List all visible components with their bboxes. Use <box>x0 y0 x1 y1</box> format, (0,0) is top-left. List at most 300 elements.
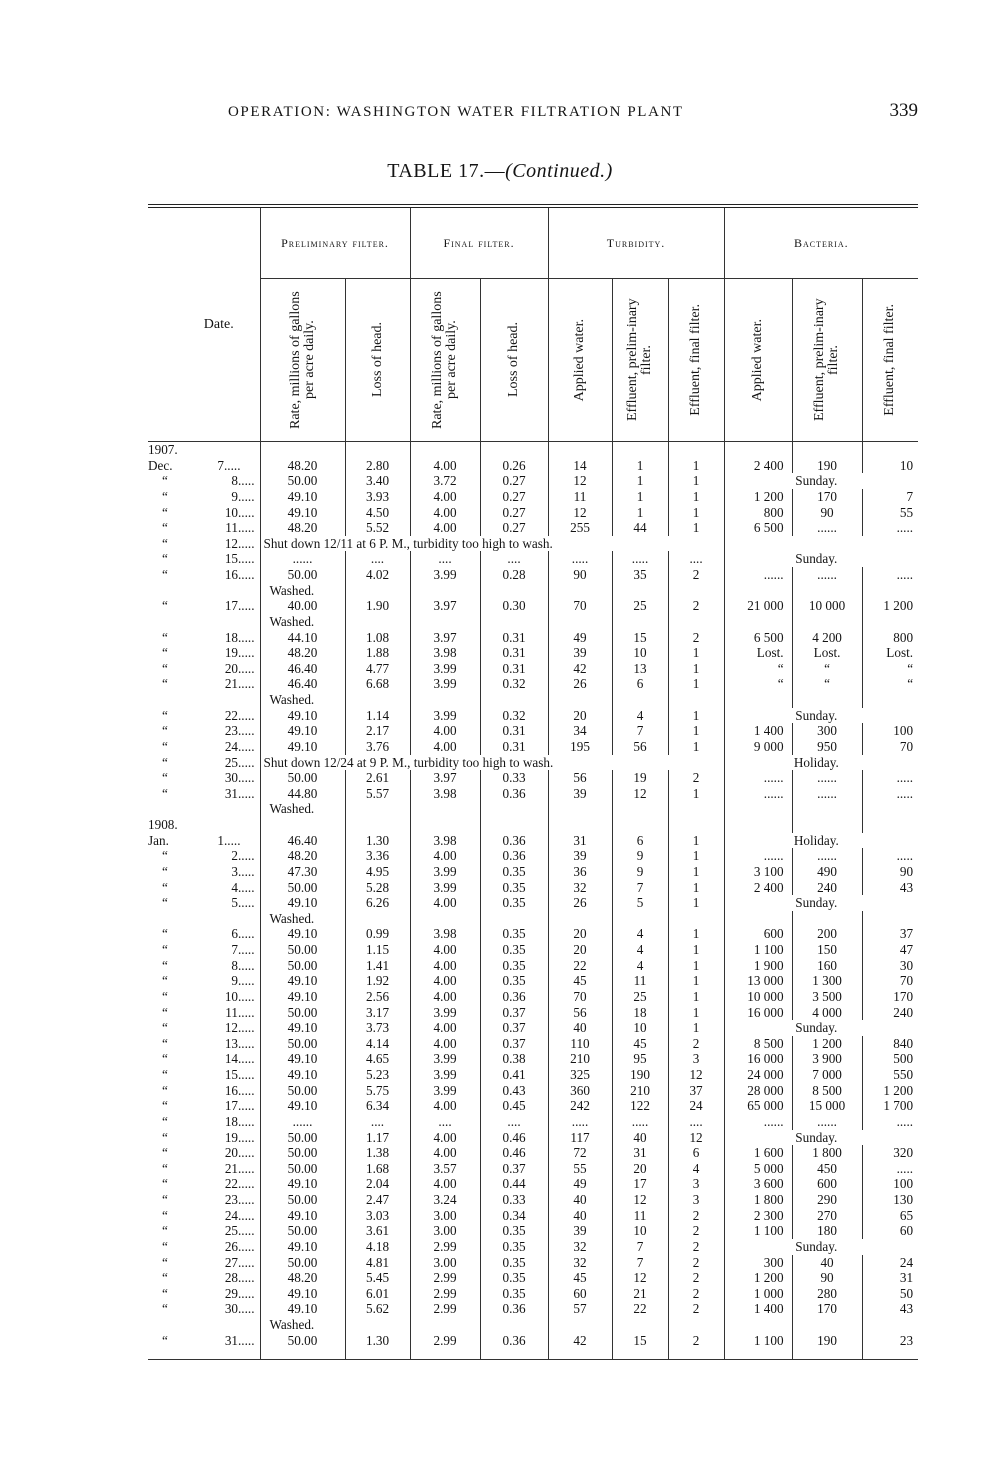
bacteria-cell: 31 <box>862 1270 918 1286</box>
bacteria-cell: 8 500 <box>792 1083 862 1099</box>
day-label: 27 <box>224 1254 238 1270</box>
day-label: 11 <box>225 520 238 536</box>
table-row <box>148 1301 918 1317</box>
table-row <box>148 520 918 536</box>
empty-cell <box>792 911 862 927</box>
date-cell <box>148 630 260 646</box>
date-cell <box>148 708 260 724</box>
empty-cell <box>862 536 918 552</box>
value-cell: .... <box>480 1114 548 1130</box>
washed-note: Washed. <box>260 801 345 817</box>
value-cell: 1.15 <box>345 942 410 958</box>
bacteria-cell: 840 <box>862 1036 918 1052</box>
value-cell: 4 <box>612 958 668 974</box>
day-label: 12 <box>224 535 238 551</box>
empty-cell <box>410 442 480 458</box>
empty-cell <box>345 692 410 708</box>
value-cell: 4 <box>612 942 668 958</box>
bacteria-cell: “ <box>862 676 918 692</box>
bacteria-cell: 3 900 <box>792 1051 862 1067</box>
bacteria-cell: 40 <box>792 1255 862 1271</box>
leader-dots: ..... <box>238 770 255 786</box>
value-cell: 49.10 <box>260 989 345 1005</box>
date-cell <box>148 739 260 755</box>
bacteria-cell: 37 <box>862 926 918 942</box>
column-header <box>410 279 480 442</box>
value-cell: 49.10 <box>260 505 345 521</box>
table-row <box>148 567 918 583</box>
value-cell: 4.00 <box>410 458 480 474</box>
bacteria-cell: 240 <box>792 880 862 896</box>
bacteria-cell: 1 800 <box>724 1192 792 1208</box>
value-cell: 20 <box>548 708 612 724</box>
table-row <box>148 1208 918 1224</box>
value-cell: 7 <box>612 723 668 739</box>
date-cell <box>148 1192 260 1208</box>
day-label: 23 <box>224 723 238 739</box>
day-label: 28 <box>224 1270 238 1286</box>
value-cell: 5.62 <box>345 1301 410 1317</box>
column-header-label: Effluent, prelim-inary filter. <box>812 298 842 422</box>
bacteria-cell: 800 <box>862 630 918 646</box>
value-cell: 4.14 <box>345 1036 410 1052</box>
value-cell: 12 <box>548 505 612 521</box>
value-cell: 50.00 <box>260 1036 345 1052</box>
table-row <box>148 1005 918 1021</box>
date-cell <box>148 864 260 880</box>
table-row <box>148 739 918 755</box>
value-cell: 0.37 <box>480 1005 548 1021</box>
date-cell <box>148 926 260 942</box>
bacteria-cell: ...... <box>724 770 792 786</box>
value-cell: 3.57 <box>410 1161 480 1177</box>
bacteria-cell: 24 <box>862 1255 918 1271</box>
value-cell: 49.10 <box>260 489 345 505</box>
bacteria-note: Sunday. <box>724 473 918 489</box>
day-label: 12 <box>224 1020 238 1036</box>
month-label: “ <box>162 942 168 957</box>
value-cell: 0.36 <box>480 1333 548 1360</box>
year-label: 1907. <box>148 442 178 457</box>
value-cell: 12 <box>612 1192 668 1208</box>
value-cell: 2.99 <box>410 1239 480 1255</box>
washed-note: Washed. <box>260 583 345 599</box>
bacteria-cell: 1 400 <box>724 1301 792 1317</box>
value-cell: 0.32 <box>480 708 548 724</box>
bacteria-cell: ...... <box>792 567 862 583</box>
date-cell <box>148 770 260 786</box>
value-cell: .... <box>668 1114 724 1130</box>
month-label: “ <box>162 1098 168 1114</box>
table-row <box>148 833 918 849</box>
table-row <box>148 551 918 567</box>
table-row <box>148 692 918 708</box>
month-label: “ <box>162 1270 168 1286</box>
value-cell: 1.92 <box>345 973 410 989</box>
value-cell: 0.35 <box>480 1270 548 1286</box>
value-cell: ..... <box>548 1114 612 1130</box>
table-row <box>148 1083 918 1099</box>
bacteria-cell: 1 200 <box>862 598 918 614</box>
leader-dots: ..... <box>238 676 255 692</box>
value-cell: 0.35 <box>480 1223 548 1239</box>
value-cell: 1.14 <box>345 708 410 724</box>
day-label: 24 <box>224 1207 238 1223</box>
value-cell: 47.30 <box>260 864 345 880</box>
value-cell: 4.00 <box>410 489 480 505</box>
bacteria-cell: ...... <box>792 520 862 536</box>
leader-dots: ..... <box>238 957 255 973</box>
day-label: 4 <box>231 879 238 895</box>
table-row <box>148 911 918 927</box>
value-cell: 70 <box>548 598 612 614</box>
month-label: “ <box>162 1176 168 1192</box>
value-cell: 4 <box>668 1161 724 1177</box>
value-cell: 0.34 <box>480 1208 548 1224</box>
empty-cell <box>724 911 792 927</box>
value-cell: 2 <box>668 567 724 583</box>
empty-cell <box>410 911 480 927</box>
month-label: Jan. <box>148 832 169 848</box>
value-cell: 1.38 <box>345 1145 410 1161</box>
empty-cell <box>668 614 724 630</box>
value-cell: 195 <box>548 739 612 755</box>
bacteria-cell: 55 <box>862 505 918 521</box>
value-cell: 5.57 <box>345 786 410 802</box>
running-header <box>228 100 918 121</box>
value-cell: 1 <box>668 973 724 989</box>
month-label: “ <box>162 785 168 801</box>
table-row <box>148 1161 918 1177</box>
running-title: OPERATION: WASHINGTON WATER FILTRATION PLANT <box>228 104 684 120</box>
value-cell: 49.10 <box>260 1098 345 1114</box>
bacteria-cell: 9 000 <box>724 739 792 755</box>
empty-cell <box>480 692 548 708</box>
value-cell: 0.99 <box>345 926 410 942</box>
value-cell: 0.33 <box>480 770 548 786</box>
value-cell: 117 <box>548 1130 612 1146</box>
month-label: “ <box>162 1020 168 1036</box>
month-label: “ <box>162 645 168 661</box>
value-cell: .... <box>410 551 480 567</box>
leader-dots: ..... <box>238 660 255 676</box>
value-cell: 49.10 <box>260 1067 345 1083</box>
value-cell: 3.99 <box>410 708 480 724</box>
date-cell <box>148 536 260 552</box>
bacteria-cell: 30 <box>862 958 918 974</box>
day-label: 17 <box>224 1098 238 1114</box>
value-cell: 50.00 <box>260 1005 345 1021</box>
column-header-label: Effluent, final filter. <box>688 304 704 416</box>
bacteria-note: Sunday. <box>724 708 918 724</box>
leader-dots: ..... <box>238 863 255 879</box>
bacteria-cell: Lost. <box>862 645 918 661</box>
value-cell: 0.36 <box>480 989 548 1005</box>
day-label: 22 <box>224 707 238 723</box>
empty-cell <box>724 442 792 458</box>
value-cell: 6 <box>668 1145 724 1161</box>
table-row <box>148 942 918 958</box>
table-row <box>148 848 918 864</box>
value-cell: 55 <box>548 1161 612 1177</box>
date-cell <box>148 973 260 989</box>
bacteria-cell: “ <box>792 676 862 692</box>
leader-dots: ..... <box>238 738 255 754</box>
value-cell: 1.90 <box>345 598 410 614</box>
value-cell: 4.77 <box>345 661 410 677</box>
leader-dots: ..... <box>238 1238 255 1254</box>
value-cell: 2 <box>668 1223 724 1239</box>
bacteria-note: Holiday. <box>724 833 918 849</box>
table-row <box>148 676 918 692</box>
bacteria-cell: 10 <box>862 458 918 474</box>
leader-dots: ..... <box>238 1020 255 1036</box>
leader-dots: ..... <box>238 504 255 520</box>
empty-cell <box>260 817 345 833</box>
month-label: Dec. <box>148 457 173 473</box>
value-cell: 50.00 <box>260 1192 345 1208</box>
table-row <box>148 786 918 802</box>
value-cell: 0.35 <box>480 973 548 989</box>
value-cell: 3.98 <box>410 645 480 661</box>
value-cell: 50.00 <box>260 473 345 489</box>
value-cell: 0.44 <box>480 1176 548 1192</box>
empty-cell <box>862 801 918 817</box>
empty-cell <box>668 1317 724 1333</box>
value-cell: 4.00 <box>410 958 480 974</box>
day-label: 14 <box>224 1051 238 1067</box>
empty-cell <box>792 536 862 552</box>
bacteria-cell: ..... <box>862 520 918 536</box>
value-cell: 0.37 <box>480 1036 548 1052</box>
value-cell: 12 <box>668 1130 724 1146</box>
date-header: Date. <box>148 206 260 442</box>
washed-note: Washed. <box>260 614 345 630</box>
date-cell <box>148 1317 260 1333</box>
value-cell: 50.00 <box>260 1161 345 1177</box>
bacteria-cell: 6 500 <box>724 630 792 646</box>
bacteria-cell: 23 <box>862 1333 918 1360</box>
value-cell: 0.36 <box>480 786 548 802</box>
bacteria-cell: 8 500 <box>724 1036 792 1052</box>
value-cell: 7 <box>612 880 668 896</box>
bacteria-cell: 800 <box>724 505 792 521</box>
bacteria-cell: 3 600 <box>724 1176 792 1192</box>
empty-cell <box>612 614 668 630</box>
value-cell: 1.30 <box>345 833 410 849</box>
bacteria-cell: 1 300 <box>792 973 862 989</box>
value-cell: 1.30 <box>345 1333 410 1360</box>
date-cell <box>148 1083 260 1099</box>
table-row <box>148 598 918 614</box>
value-cell: 0.37 <box>480 1161 548 1177</box>
table-row <box>148 442 918 458</box>
empty-cell <box>480 801 548 817</box>
leader-dots: ..... <box>238 988 255 1004</box>
value-cell: 2 <box>668 630 724 646</box>
bacteria-cell: 90 <box>862 864 918 880</box>
date-cell <box>148 1130 260 1146</box>
day-label: 30 <box>224 770 238 786</box>
value-cell: 50.00 <box>260 1223 345 1239</box>
empty-cell <box>724 614 792 630</box>
day-label: 11 <box>225 1004 238 1020</box>
column-header-label: Rate, millions of gallons per acre daily. <box>430 291 460 429</box>
table-row <box>148 489 918 505</box>
empty-cell <box>612 817 668 833</box>
bacteria-cell: 170 <box>792 489 862 505</box>
column-header <box>792 279 862 442</box>
value-cell: 1 <box>668 739 724 755</box>
bacteria-note: Sunday. <box>724 895 918 911</box>
value-cell: 31 <box>612 1145 668 1161</box>
table-title <box>0 160 1000 183</box>
value-cell: 48.20 <box>260 645 345 661</box>
empty-cell <box>862 583 918 599</box>
table-row <box>148 614 918 630</box>
year-label: 1908. <box>148 817 178 832</box>
empty-cell <box>548 442 612 458</box>
value-cell: 255 <box>548 520 612 536</box>
date-cell <box>148 614 260 630</box>
table-row <box>148 1130 918 1146</box>
value-cell: 49.10 <box>260 926 345 942</box>
value-cell: 1 <box>668 926 724 942</box>
month-label: “ <box>162 848 168 864</box>
bacteria-cell: 2 300 <box>724 1208 792 1224</box>
value-cell: 12 <box>612 786 668 802</box>
day-label: 24 <box>224 738 238 754</box>
bacteria-cell: 500 <box>862 1051 918 1067</box>
month-label: “ <box>162 926 168 942</box>
value-cell: 56 <box>548 1005 612 1021</box>
value-cell: 1 <box>668 489 724 505</box>
value-cell: 4.65 <box>345 1051 410 1067</box>
value-cell: 26 <box>548 895 612 911</box>
leader-dots: ..... <box>238 567 255 582</box>
value-cell: 1 <box>668 989 724 1005</box>
value-cell: 39 <box>548 1223 612 1239</box>
date-cell <box>148 645 260 661</box>
value-cell: 0.31 <box>480 739 548 755</box>
value-cell: 0.30 <box>480 598 548 614</box>
value-cell: 0.35 <box>480 1239 548 1255</box>
value-cell: 1 <box>668 958 724 974</box>
empty-cell <box>862 1317 918 1333</box>
empty-cell <box>792 801 862 817</box>
empty-cell <box>724 817 792 833</box>
value-cell: 34 <box>548 723 612 739</box>
value-cell: 3.98 <box>410 786 480 802</box>
value-cell: 3.76 <box>345 739 410 755</box>
bacteria-cell: 65 <box>862 1208 918 1224</box>
bacteria-cell: ...... <box>792 786 862 802</box>
day-label: 5 <box>231 895 238 911</box>
value-cell: 4.18 <box>345 1239 410 1255</box>
value-cell: 48.20 <box>260 520 345 536</box>
empty-cell <box>862 817 918 833</box>
value-cell: 44.10 <box>260 630 345 646</box>
value-cell: 21 <box>612 1286 668 1302</box>
value-cell: .... <box>668 551 724 567</box>
leader-dots: ..... <box>238 551 255 567</box>
value-cell: 2 <box>668 1239 724 1255</box>
value-cell: 4 <box>612 926 668 942</box>
day-label: 19 <box>224 1129 238 1145</box>
table-row <box>148 630 918 646</box>
empty-cell <box>345 817 410 833</box>
value-cell: 6.26 <box>345 895 410 911</box>
day-label: 15 <box>224 1067 238 1082</box>
empty-cell <box>345 1317 410 1333</box>
bacteria-cell: 7 000 <box>792 1067 862 1083</box>
value-cell: 6.01 <box>345 1286 410 1302</box>
value-cell: 1 <box>668 645 724 661</box>
value-cell: 0.46 <box>480 1145 548 1161</box>
date-cell <box>148 911 260 927</box>
column-header <box>612 279 668 442</box>
leader-dots: ..... <box>238 973 255 989</box>
date-cell <box>148 520 260 536</box>
value-cell: 15 <box>612 630 668 646</box>
value-cell: 1 <box>668 942 724 958</box>
empty-cell <box>548 911 612 927</box>
day-label: 7 <box>231 942 238 957</box>
date-cell <box>148 895 260 911</box>
bacteria-cell: ..... <box>862 848 918 864</box>
value-cell: 0.27 <box>480 505 548 521</box>
value-cell: 2 <box>668 1208 724 1224</box>
bacteria-cell: 240 <box>862 1005 918 1021</box>
value-cell: 3.99 <box>410 1083 480 1099</box>
value-cell: 4.00 <box>410 1176 480 1192</box>
month-label: “ <box>162 1113 168 1129</box>
bacteria-cell: 47 <box>862 942 918 958</box>
value-cell: 3.99 <box>410 880 480 896</box>
empty-cell <box>480 911 548 927</box>
table-row <box>148 1286 918 1302</box>
leader-dots: ..... <box>238 895 255 911</box>
value-cell: 3 <box>668 1192 724 1208</box>
value-cell: 3.40 <box>345 473 410 489</box>
empty-cell <box>612 911 668 927</box>
column-header <box>480 279 548 442</box>
leader-dots: ..... <box>238 1301 255 1317</box>
table-row <box>148 1176 918 1192</box>
date-cell <box>148 1208 260 1224</box>
value-cell: 32 <box>548 1255 612 1271</box>
date-cell <box>148 1114 260 1130</box>
date-cell <box>148 723 260 739</box>
leader-dots: ..... <box>238 942 255 957</box>
value-cell: 0.26 <box>480 458 548 474</box>
empty-cell <box>345 911 410 927</box>
value-cell: 13 <box>612 661 668 677</box>
value-cell: 325 <box>548 1067 612 1083</box>
value-cell: 0.35 <box>480 864 548 880</box>
month-label: “ <box>162 676 168 692</box>
bacteria-cell: 6 500 <box>724 520 792 536</box>
bacteria-cell: ...... <box>792 848 862 864</box>
date-cell <box>148 1270 260 1286</box>
table-row <box>148 1020 918 1036</box>
value-cell: 3.61 <box>345 1223 410 1239</box>
leader-dots: ..... <box>238 1160 255 1176</box>
bacteria-cell: 190 <box>792 1333 862 1360</box>
empty-cell <box>345 583 410 599</box>
table-row <box>148 1239 918 1255</box>
value-cell: 3.97 <box>410 630 480 646</box>
